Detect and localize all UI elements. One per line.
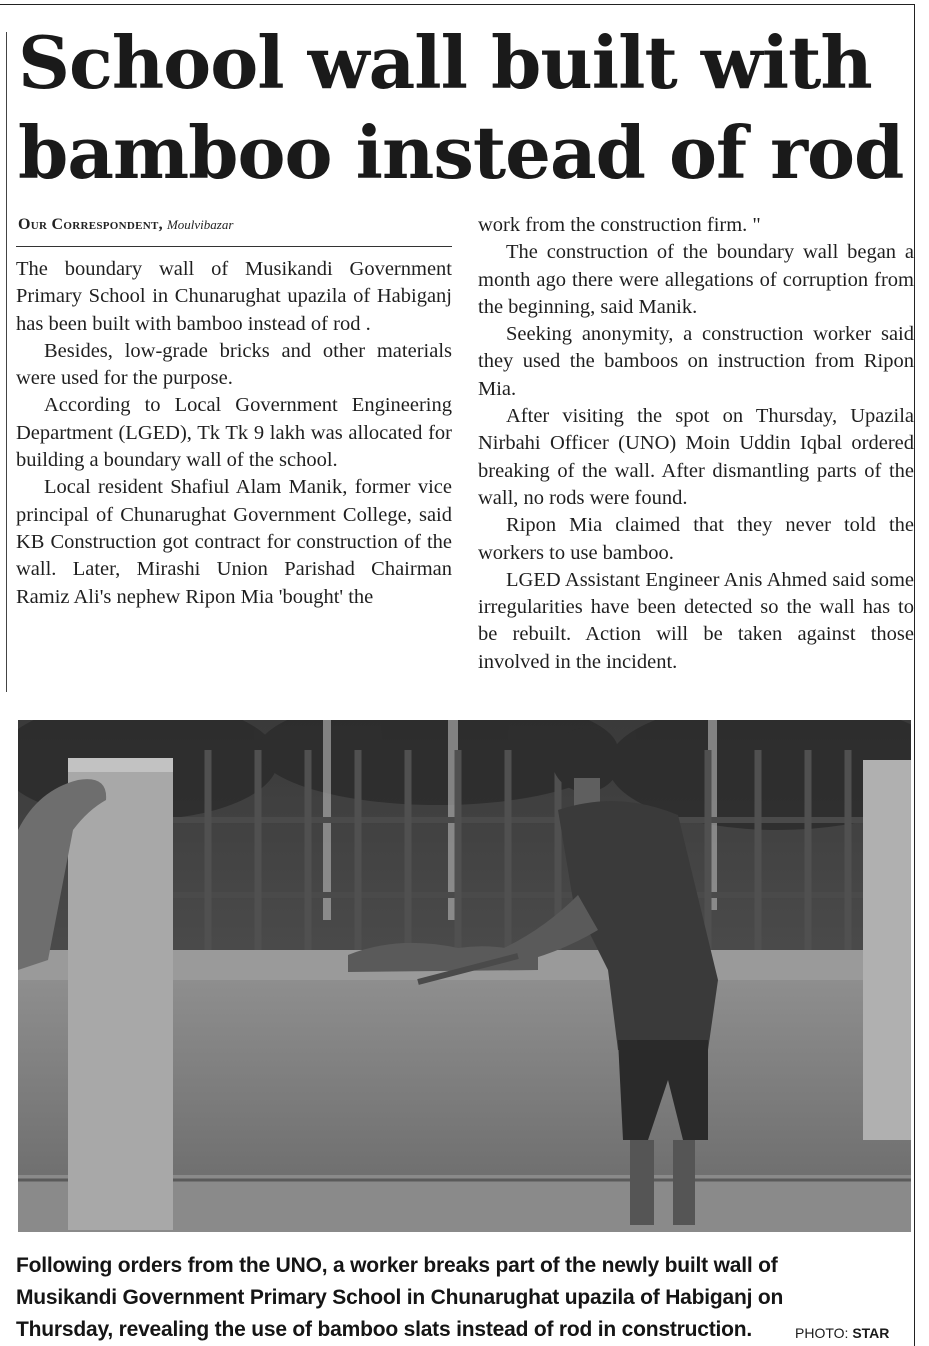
headline-line-1: School wall built with [18, 20, 872, 105]
paragraph: Ripon Mia claimed that they never told the workers to use bamboo. [478, 514, 914, 564]
caption-line-2: Musikandi Government Primary School in Chunarughat upazila of Habiganj on [16, 1286, 784, 1309]
paragraph: The boundary wall of Musikandi Government Primary School in Chunarughat upazila of Habiganj has been built with bamboo instead of rod . [16, 258, 452, 335]
photo-illustration [18, 720, 911, 1232]
left-rule [6, 32, 7, 692]
news-photo [18, 720, 911, 1232]
paragraph: Local resident Shafiul Alam Manik, former vice principal of Chunarughat Government College, said KB Construction got contract for construction of the wall. Later, Mirashi Union Parishad Chairman Ramiz Ali's nephew Ripon Mia 'bought' the [16, 476, 452, 608]
paragraph: Besides, low-grade bricks and other materials were used for the purpose. [16, 339, 452, 390]
left-pillar [68, 758, 173, 1230]
top-rule [0, 4, 915, 5]
article-column-2 [478, 212, 914, 676]
headline [18, 18, 918, 198]
photo-caption [16, 1250, 916, 1346]
right-rule [914, 4, 915, 1346]
paragraph: The construction of the boundary wall began a month ago there were allegations of corruption from the beginning, said Manik. [478, 241, 914, 318]
paragraph: work from the construction firm. " [478, 214, 761, 236]
photo-credit-label: PHOTO: [795, 1325, 849, 1341]
paragraph: According to Local Government Engineering Department (LGED), Tk Tk 9 lakh was allocated for building a boundary wall of the school. [16, 394, 452, 472]
caption-line-3: Thursday, revealing the use of bamboo slats instead of rod in construction. [16, 1318, 753, 1341]
byline-correspondent: Our Correspondent, [18, 216, 163, 233]
article-column-1 [16, 256, 452, 611]
byline-place: Moulvibazar [166, 217, 234, 232]
right-pillar [863, 760, 911, 1140]
paragraph: LGED Assistant Engineer Anis Ahmed said some irregularities have been detected so the wall has to be rebuilt. Action will be taken against those involved in the incident. [478, 568, 914, 673]
headline-line-2: bamboo instead of rod [18, 110, 904, 195]
byline [18, 216, 233, 234]
paragraph: Seeking anonymity, a construction worker said they used the bamboos on instruction from Ripon Mia. [478, 323, 914, 400]
photo-credit [795, 1325, 889, 1341]
paragraph: After visiting the spot on Thursday, Upazila Nirbahi Officer (UNO) Moin Uddin Iqbal ordered breaking of the wall. After dismantling parts of the wall, no rods were found. [478, 405, 914, 509]
photo-credit-source: STAR [852, 1325, 890, 1341]
caption-line-1: Following orders from the UNO, a worker breaks part of the newly built wall of [16, 1254, 778, 1277]
byline-rule [16, 246, 452, 247]
